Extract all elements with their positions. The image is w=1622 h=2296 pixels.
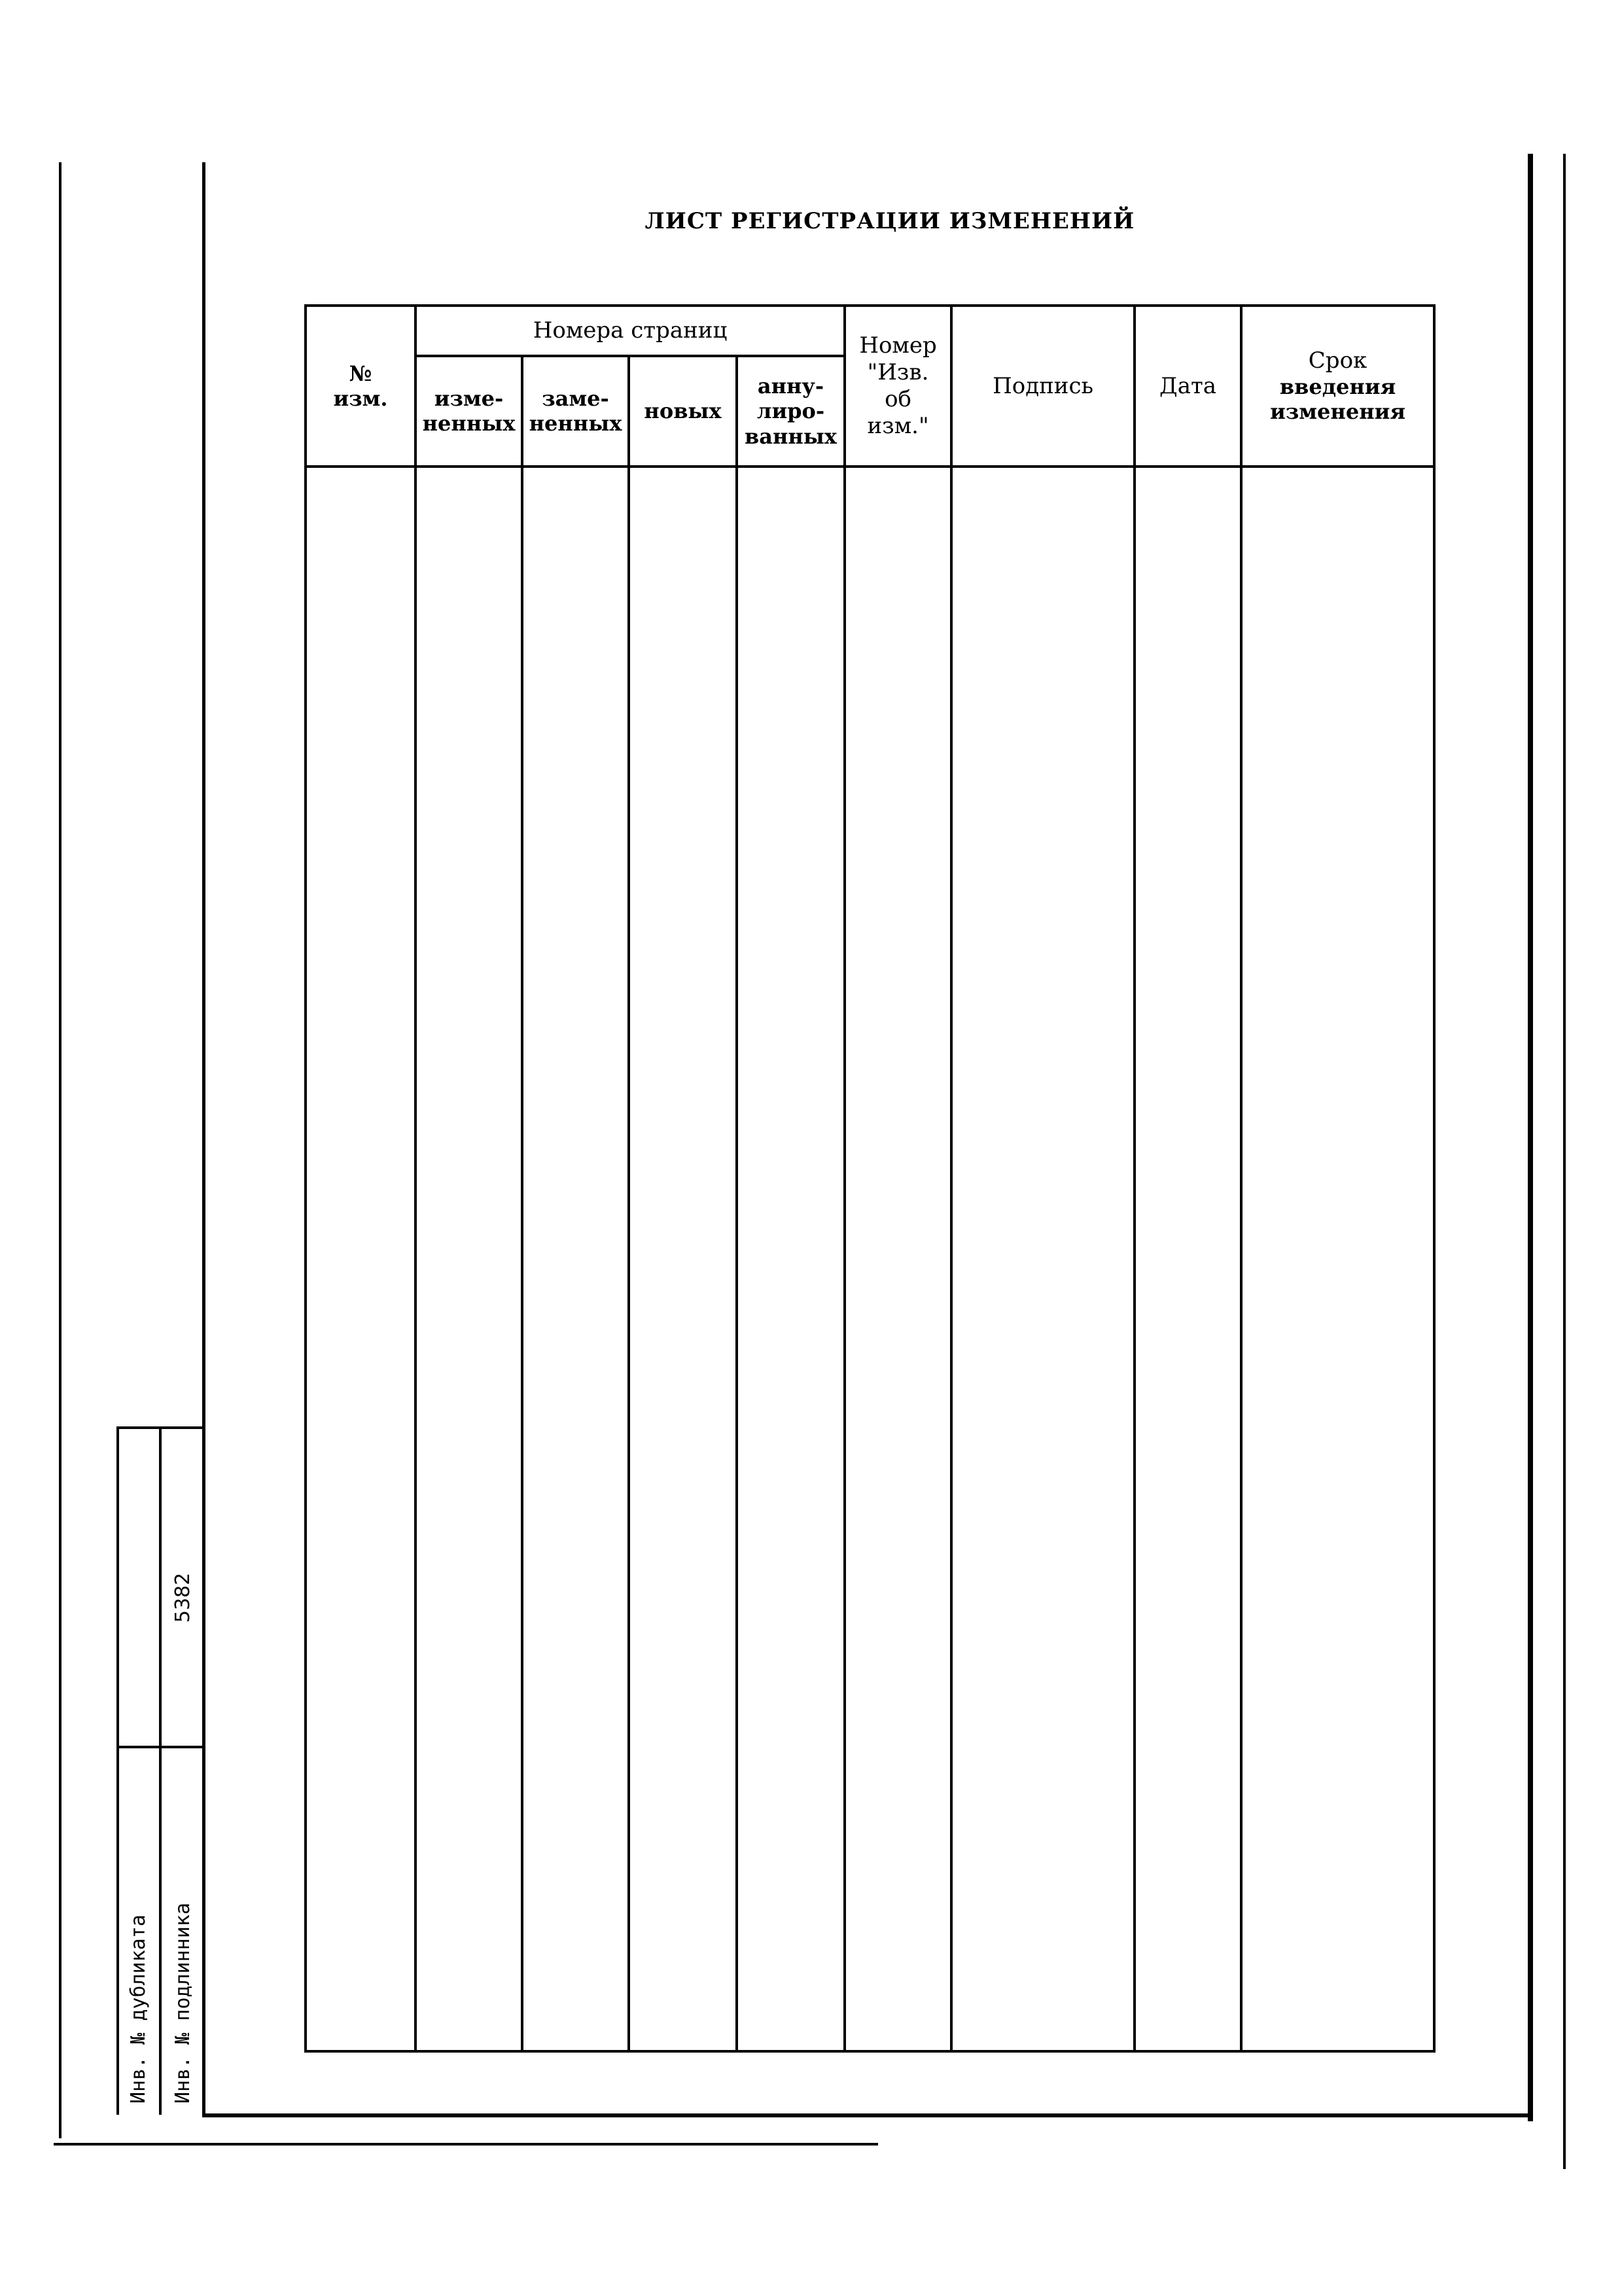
frame-bottom-inner (202, 2113, 1533, 2117)
side-box-left (116, 1426, 119, 2115)
frame-left-inner (202, 162, 205, 2115)
header-notice-line-2: "Изв. (867, 359, 929, 386)
entry-pages-new[interactable] (629, 467, 737, 2051)
header-notice-line-1: Номер (859, 332, 937, 359)
header-new-line-1: новых (644, 398, 722, 424)
header-notice-number (845, 306, 951, 467)
frame-left-outer (59, 162, 62, 2138)
page-title: ЛИСТ РЕГИСТРАЦИИ ИЗМЕНЕНИЙ (644, 208, 1135, 234)
side-box-divider-vertical (159, 1426, 162, 2115)
header-annulled-line-1: анну- (757, 373, 824, 398)
original-inventory-number: 5382 (171, 1572, 194, 1623)
entry-pages-replaced[interactable] (522, 467, 629, 2051)
header-change-number-line-2: изм. (333, 385, 388, 411)
header-pages-new (629, 356, 737, 467)
header-notice-line-3: об (885, 385, 912, 412)
side-box-divider-horizontal (116, 1746, 205, 1748)
header-term-line-1: Срок (1308, 347, 1367, 374)
header-notice-line-4: изм." (867, 412, 929, 439)
header-changed-line-2: ненных (422, 411, 516, 436)
header-changed-line-1: изме- (434, 385, 504, 411)
header-effective-term (1241, 306, 1434, 467)
header-pages-changed (415, 356, 522, 467)
change-register-table (304, 304, 1433, 2053)
header-replaced-line-1: заме- (542, 385, 609, 411)
frame-right-inner (1528, 154, 1533, 2121)
header-pages-replaced (522, 356, 629, 467)
header-annulled-line-3: ванных (745, 423, 837, 449)
frame-right-outer (1563, 154, 1566, 2169)
header-signature: Подпись (951, 306, 1135, 467)
header-change-number (306, 306, 415, 467)
header-annulled-line-2: лиро- (756, 398, 825, 424)
entry-change-number[interactable] (306, 467, 415, 2051)
entry-notice-number[interactable] (845, 467, 951, 2051)
entry-pages-annulled[interactable] (737, 467, 845, 2051)
frame-bottom-outer (54, 2143, 878, 2146)
entry-pages-changed[interactable] (415, 467, 522, 2051)
entry-effective-term[interactable] (1241, 467, 1434, 2051)
duplicate-inventory-label: Инв. № дубликата (127, 1915, 150, 2104)
header-page-numbers: Номера страниц (415, 306, 845, 356)
header-change-number-line-1: № (349, 361, 372, 386)
entry-date[interactable] (1135, 467, 1241, 2051)
entry-signature[interactable] (951, 467, 1135, 2051)
original-inventory-label: Инв. № подлинника (171, 1902, 194, 2104)
header-pages-annulled (737, 356, 845, 467)
header-replaced-line-2: ненных (529, 411, 622, 436)
header-date: Дата (1135, 306, 1241, 467)
header-term-line-2: введения (1279, 374, 1396, 399)
header-term-line-3: изменения (1270, 399, 1405, 425)
